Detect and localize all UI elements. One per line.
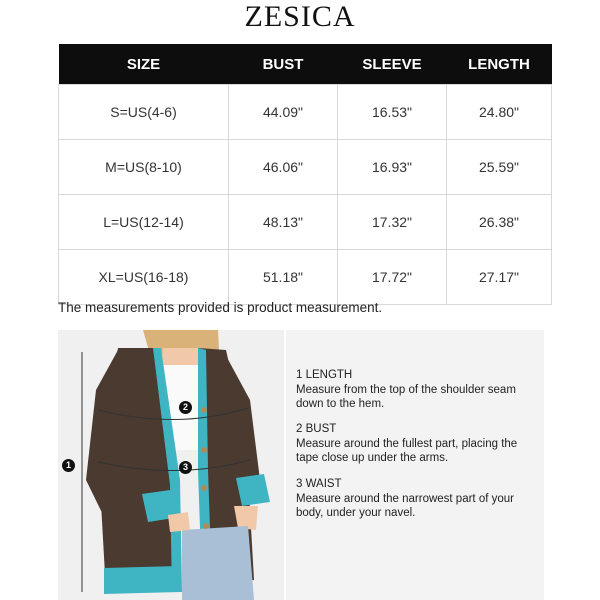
table-header-row (59, 44, 552, 85)
instruction-title: 3 WAIST (296, 478, 342, 490)
cardigan-illustration (58, 330, 284, 600)
instruction-text: Measure around the fullest part, placing the tape close up under the arms. (296, 437, 518, 464)
cell-length: 25.59" (447, 140, 552, 195)
cell-bust: 48.13" (229, 195, 338, 250)
size-chart-table (58, 44, 552, 305)
cell-size: L=US(12-14) (59, 195, 229, 250)
table-row (59, 250, 552, 305)
cell-sleeve: 17.72" (338, 250, 447, 305)
header-length: LENGTH (447, 44, 552, 85)
measurement-note: The measurements provided is product measurement. (58, 300, 383, 315)
cell-bust: 46.06" (229, 140, 338, 195)
cell-length: 27.17" (447, 250, 552, 305)
bust-marker: 2 (179, 401, 192, 414)
header-bust: BUST (229, 44, 338, 85)
cell-sleeve: 16.93" (338, 140, 447, 195)
cell-length: 24.80" (447, 85, 552, 140)
brand-logo: ZESICA (244, 0, 356, 33)
table-row (59, 195, 552, 250)
cell-bust: 44.09" (229, 85, 338, 140)
table-row (59, 85, 552, 140)
instruction-title: 1 LENGTH (296, 369, 353, 381)
instruction-text: Measure around the narrowest part of your body, under your navel. (296, 492, 514, 519)
waist-marker: 3 (179, 461, 192, 474)
cell-length: 26.38" (447, 195, 552, 250)
instruction-bust (296, 422, 536, 466)
header-size: SIZE (59, 44, 229, 85)
cell-sleeve: 17.32" (338, 195, 447, 250)
length-marker: 1 (62, 459, 75, 472)
measure-instructions (286, 330, 544, 600)
cell-size: S=US(4-6) (59, 85, 229, 140)
cell-bust: 51.18" (229, 250, 338, 305)
header-sleeve: SLEEVE (338, 44, 447, 85)
instruction-length (296, 368, 536, 412)
instruction-text: Measure from the top of the shoulder seam down to the hem. (296, 383, 516, 410)
instruction-waist (296, 477, 536, 521)
cell-sleeve: 16.53" (338, 85, 447, 140)
table-row (59, 140, 552, 195)
instruction-title: 2 BUST (296, 423, 337, 435)
cell-size: M=US(8-10) (59, 140, 229, 195)
model-photo (58, 330, 284, 600)
cell-size: XL=US(16-18) (59, 250, 229, 305)
